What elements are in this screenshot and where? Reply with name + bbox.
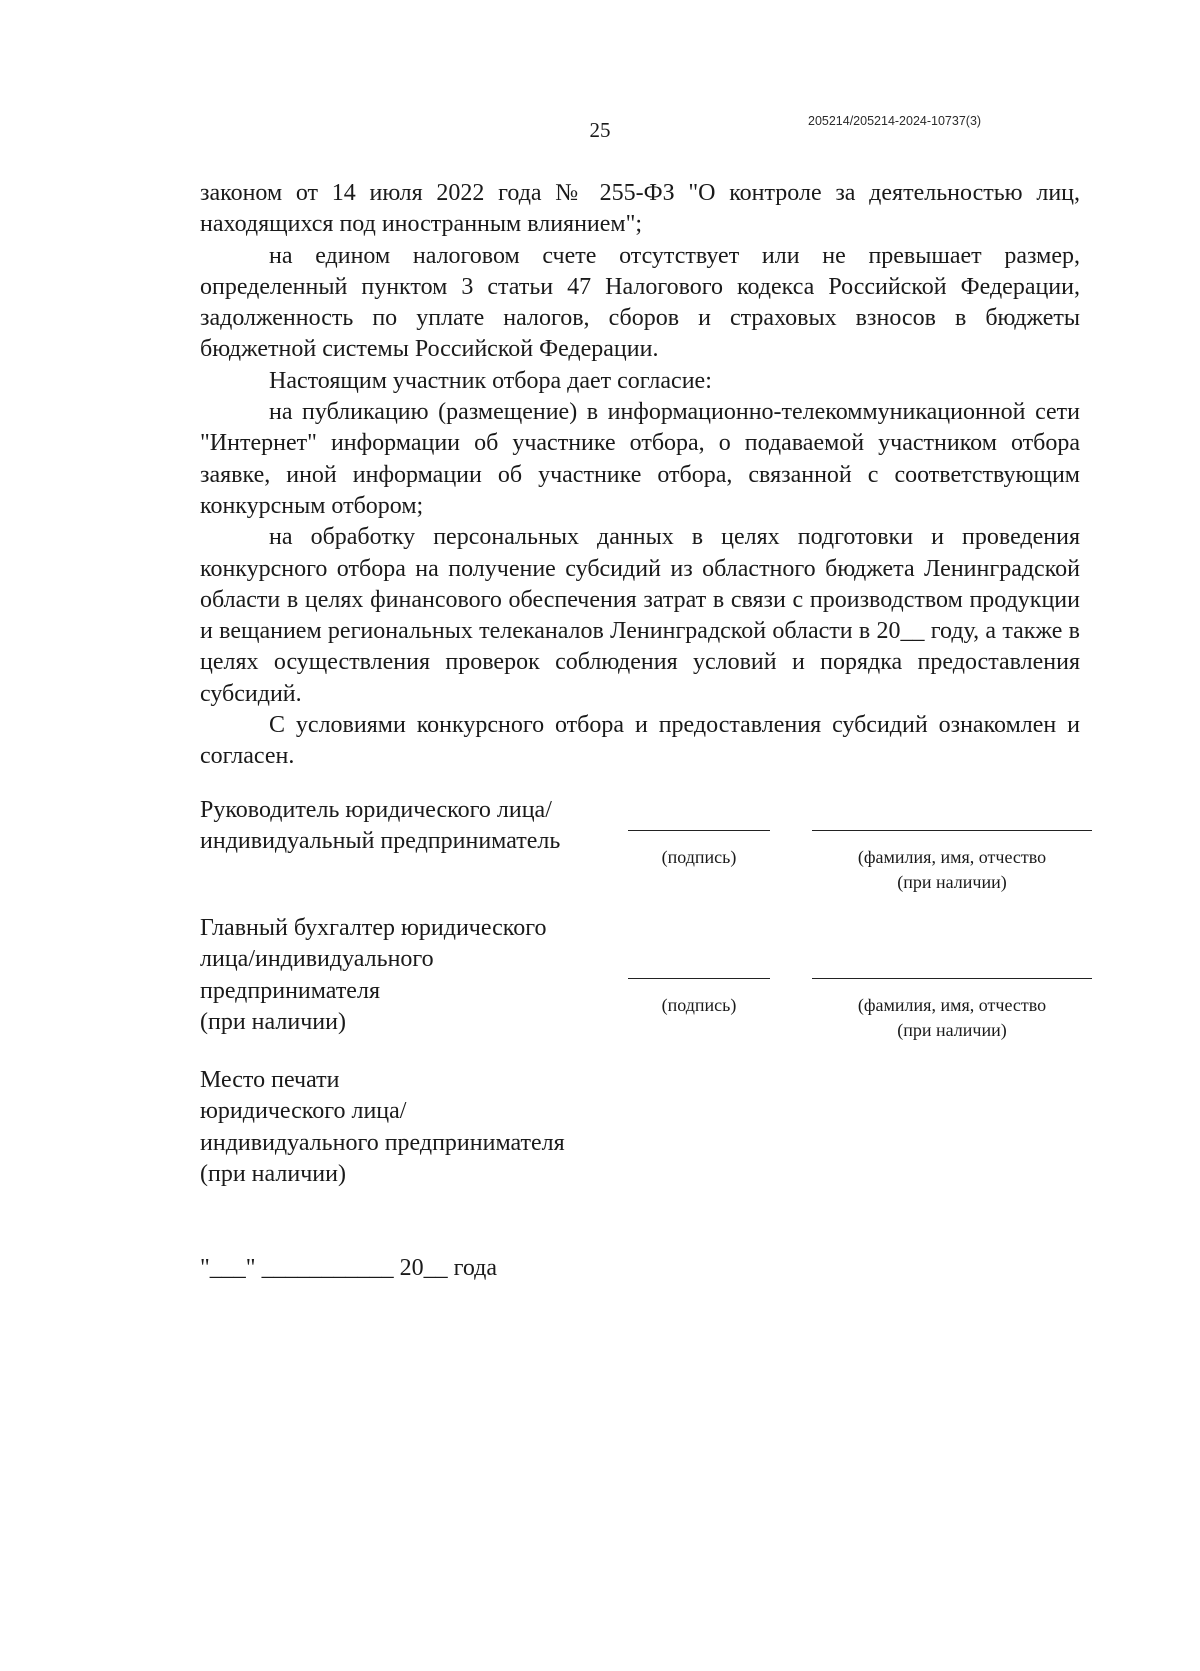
page-number: 25 xyxy=(589,118,611,142)
head-name-line xyxy=(812,830,1092,831)
paragraph-consent-personal-data: на обработку персональных данных в целях подготовки и проведения конкурсного отбора на получение субсидий из областного бюджета Ленинградской области в целях финансового обеспечения затрат в связи с производством продукции и вещанием региональных телеканалов Ленинградской области в 20__ году, а также в целях осуществления проверок соблюдения условий и порядка предоставления субсидий. xyxy=(200,524,1080,707)
head-signature-caption: (подпись) xyxy=(661,847,737,867)
accountant-signature-line xyxy=(628,978,770,979)
stamp-place-label: Место печати юридического лица/ индивидуального предпринимателя (при наличии) xyxy=(200,1067,565,1187)
document-id: 205214/205214-2024-10737(3) xyxy=(808,114,982,128)
head-signature-label: Руководитель юридического лица/ индивидуальный предприниматель xyxy=(200,797,561,855)
body-text xyxy=(200,178,1080,773)
date-line: "___" ___________ 20__ года xyxy=(200,1255,498,1281)
accountant-signature-label: Главный бухгалтер юридического лица/индивидуального предпринимателя (при наличии) xyxy=(200,915,547,1035)
accountant-signature-caption: (подпись) xyxy=(661,995,737,1015)
head-signature-line xyxy=(628,830,770,831)
head-name-caption: (фамилия, имя, отчество (при наличии) xyxy=(857,847,1047,892)
paragraph-law-reference: законом от 14 июля 2022 года № 255-ФЗ "О контроле за деятельностью лиц, находящихся под иностранным влиянием"; xyxy=(200,180,1080,238)
paragraph-consent-intro: Настоящим участник отбора дает согласие: xyxy=(269,367,712,394)
accountant-name-caption: (фамилия, имя, отчество (при наличии) xyxy=(857,995,1047,1040)
paragraph-consent-publication: на публикацию (размещение) в информационно-телекоммуникационной сети "Интернет" информации об участнике отбора, о подаваемой участником отбора заявке, иной информации об участнике отбора, связанной с соответствующим конкурсным отбором; xyxy=(200,399,1080,519)
paragraph-acknowledgement: С условиями конкурсного отбора и предоставления субсидий ознакомлен и согласен. xyxy=(200,712,1080,770)
accountant-name-line xyxy=(812,978,1092,979)
paragraph-tax-debt: на едином налоговом счете отсутствует или не превышает размер, определенный пунктом 3 статьи 47 Налогового кодекса Российской Федерации, задолженность по уплате налогов, сборов и страховых взносов в бюджеты бюджетной системы Российской Федерации. xyxy=(200,242,1080,363)
